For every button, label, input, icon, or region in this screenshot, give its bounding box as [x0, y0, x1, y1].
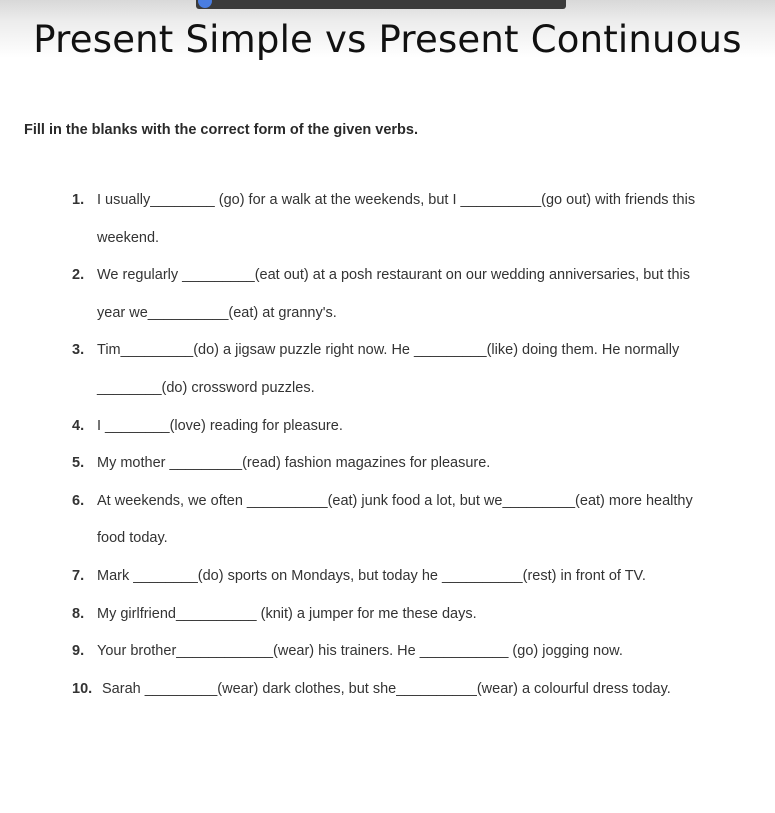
exercise-line	[0, 190, 775, 228]
exercise-text: My mother _________(read) fashion magazines for pleasure.	[97, 455, 491, 472]
exercise-line	[0, 228, 775, 266]
exercise-text: I ________(love) reading for pleasure.	[97, 417, 343, 434]
exercise-number: 1.	[72, 192, 85, 208]
viewer-toolbar	[196, 0, 566, 9]
exercise-text: My girlfriend__________ (knit) a jumper for me these days.	[97, 605, 477, 622]
exercise-line	[0, 416, 775, 454]
exercise-number: 3.	[72, 342, 85, 359]
instructions: Fill in the blanks with the correct form of the given verbs.	[24, 122, 418, 138]
worksheet-title: Present Simple vs Present Continuous	[33, 18, 742, 61]
exercise-line	[0, 378, 775, 416]
exercise-number: 8.	[72, 605, 85, 622]
exercise-line	[0, 340, 775, 378]
exercise-line	[0, 453, 775, 491]
exercise-number: 6.	[72, 492, 85, 509]
exercise-text: At weekends, we often __________(eat) junk food a lot, but we_________(eat) more healthy	[97, 492, 693, 509]
exercise-line	[0, 491, 775, 529]
exercise-text: Sarah _________(wear) dark clothes, but she__________(wear) a colourful dress today.	[102, 680, 671, 697]
exercise-text: Your brother____________(wear) his trainers. He ___________ (go) jogging now.	[97, 643, 623, 660]
exercise-text: We regularly _________(eat out) at a posh restaurant on our wedding anniversaries, but this	[97, 267, 690, 284]
exercise-text: ________(do) crossword puzzles.	[97, 379, 315, 396]
exercise-line	[0, 641, 775, 679]
exercise-number: 7.	[72, 567, 85, 584]
exercise-number: 10.	[72, 680, 93, 697]
exercise-list	[0, 190, 775, 716]
exercise-line	[0, 566, 775, 604]
exercise-text: year we__________(eat) at granny's.	[97, 304, 337, 321]
exercise-number: 2.	[72, 267, 85, 284]
exercise-text: Mark ________(do) sports on Mondays, but today he __________(rest) in front of TV.	[97, 567, 646, 584]
exercise-text: food today.	[97, 530, 168, 547]
exercise-text: I usually________ (go) for a walk at the weekends, but I __________(go out) with friends this	[97, 192, 696, 208]
exercise-line	[0, 528, 775, 566]
exercise-number: 4.	[72, 417, 85, 434]
exercise-text: Tim_________(do) a jigsaw puzzle right now. He _________(like) doing them. He normally	[97, 342, 680, 359]
exercise-line	[0, 265, 775, 303]
exercise-line	[0, 679, 775, 717]
exercise-line	[0, 604, 775, 642]
exercise-number: 9.	[72, 643, 85, 660]
exercise-number: 5.	[72, 455, 85, 472]
exercise-text: weekend.	[97, 229, 160, 246]
exercise-line	[0, 303, 775, 341]
